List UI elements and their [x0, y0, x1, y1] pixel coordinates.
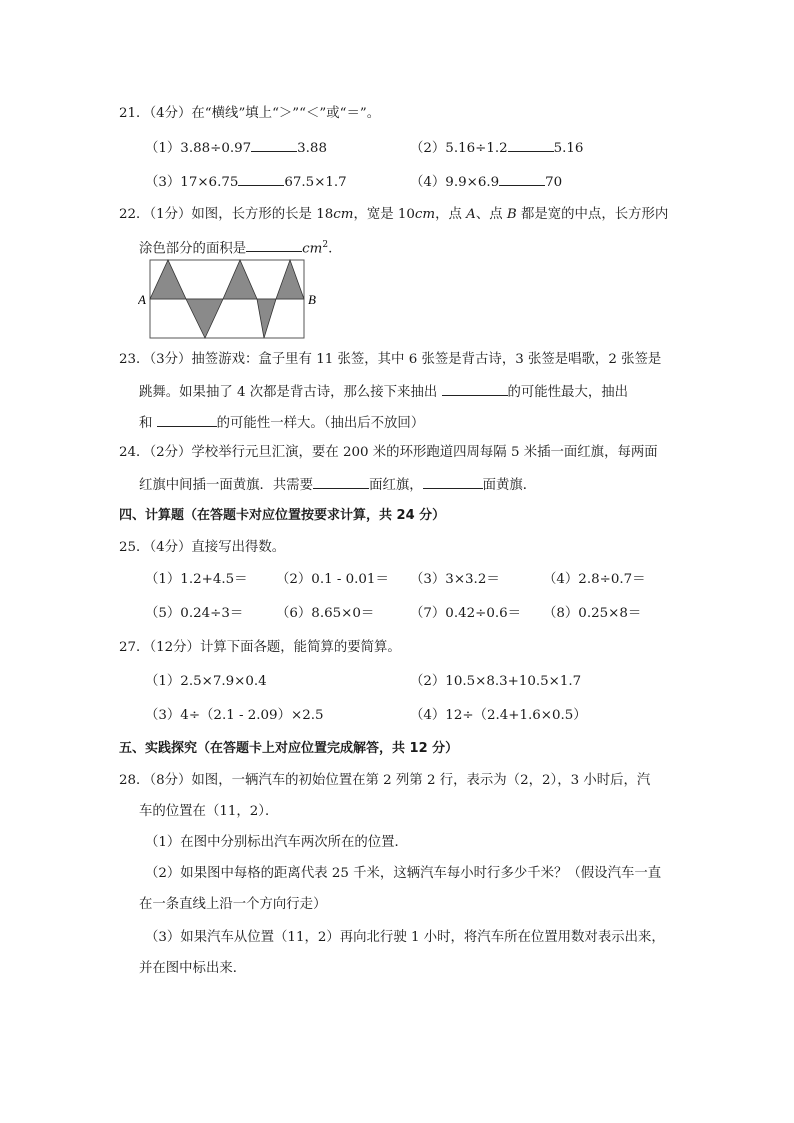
q27-item: （2）10.5×8.3+10.5×1.7	[410, 674, 582, 689]
q25-item: （3）3×3.2＝	[410, 572, 500, 587]
q23-line3: 和 的可能性一样大。（抽出后不放回）	[139, 413, 424, 433]
answer-blank[interactable]	[251, 138, 297, 152]
answer-blank[interactable]	[508, 138, 554, 152]
section-5-title: 五、实践探究（在答题卡上对应位置完成解答，共 12 分）	[119, 741, 459, 756]
answer-blank[interactable]	[157, 413, 217, 427]
answer-blank[interactable]	[423, 475, 483, 489]
q27-item: （3）4÷（2.1 - 2.09）×2.5	[145, 708, 324, 723]
q25-stem: 25．（4分）直接写出得数。	[119, 540, 286, 555]
q22-line2: 涂色部分的面积是 $cm^2$.	[139, 240, 333, 257]
q27-item: （4）12÷（2.4+1.6×0.5）	[410, 708, 587, 723]
q28-sub3a: （3）如果汽车从位置（11，2）再向北行驶 1 小时，将汽车所在位置用数对表示出来，	[145, 930, 665, 945]
q28-sub2a: （2）如果图中每格的距离代表 25 千米，这辆汽车每小时行多少千米？（假设汽车一直	[145, 866, 662, 881]
answer-blank[interactable]	[238, 172, 284, 186]
q21-item-4: （4）9.9×6.9 70	[410, 172, 562, 192]
section-4-title: 四、计算题（在答题卡对应位置按要求计算，共 24 分）	[119, 508, 446, 523]
q21-item-1: （1）3.88÷0.97 3.88	[145, 138, 327, 158]
answer-blank[interactable]	[499, 172, 545, 186]
q23-line2: 跳舞。如果抽了 4 次都是背古诗，那么接下来抽出 的可能性最大，抽出	[139, 382, 628, 402]
rectangle-figure	[138, 258, 322, 342]
q22-line1: 22．（1分）如图，长方形的长是 18cm，宽是 10cm，点 A、点 B 都是宽的中点，长方形内	[119, 207, 669, 222]
q28-sub2b: 在一条直线上沿一个方向行走）	[139, 897, 327, 912]
q21-item-3: （3）17×6.75 67.5×1.7	[145, 172, 347, 192]
q25-item: （2）0.1 - 0.01＝	[276, 572, 389, 587]
q27-item: （1）2.5×7.9×0.4	[145, 674, 267, 689]
label-b: B	[308, 292, 316, 307]
q25-item: （1）1.2+4.5＝	[145, 572, 248, 587]
answer-blank[interactable]	[442, 382, 508, 396]
answer-blank[interactable]	[313, 475, 369, 489]
q28-line2: 车的位置在（11，2）．	[139, 804, 279, 819]
label-a: A	[138, 292, 146, 307]
answer-blank[interactable]	[246, 238, 302, 252]
q21-item-2: （2）5.16÷1.2 5.16	[410, 138, 583, 158]
q25-item: （7）0.42÷0.6＝	[410, 606, 522, 621]
q21-stem: 21．（4分）在“横线”填上“＞”“＜”或“＝”。	[119, 106, 381, 121]
q23-line1: 23．（3分）抽签游戏：盒子里有 11 张签，其中 6 张签是背古诗，3 张签是唱歌，2 张签是	[119, 352, 662, 367]
q28-line1: 28．（8分）如图，一辆汽车的初始位置在第 2 列第 2 行，表示为（2，2），3 小时后，汽	[119, 773, 651, 788]
q27-stem: 27．（12分）计算下面各题，能简算的要简算。	[119, 640, 401, 655]
q28-sub1: （1）在图中分别标出汽车两次所在的位置．	[145, 835, 408, 850]
q24-line2: 红旗中间插一面黄旗．共需要 面红旗， 面黄旗．	[139, 475, 536, 495]
q28-sub3b: 并在图中标出来．	[139, 961, 247, 976]
q25-item: （5）0.24÷3＝	[145, 606, 244, 621]
q25-item: （8）0.25×8＝	[543, 606, 642, 621]
q24-line1: 24．（2分）学校举行元旦汇演，要在 200 米的环形跑道四周每隔 5 米插一面红旗，每两面	[119, 445, 658, 460]
q25-item: （6）8.65×0＝	[276, 606, 375, 621]
q25-item: （4）2.8÷0.7＝	[543, 572, 646, 587]
